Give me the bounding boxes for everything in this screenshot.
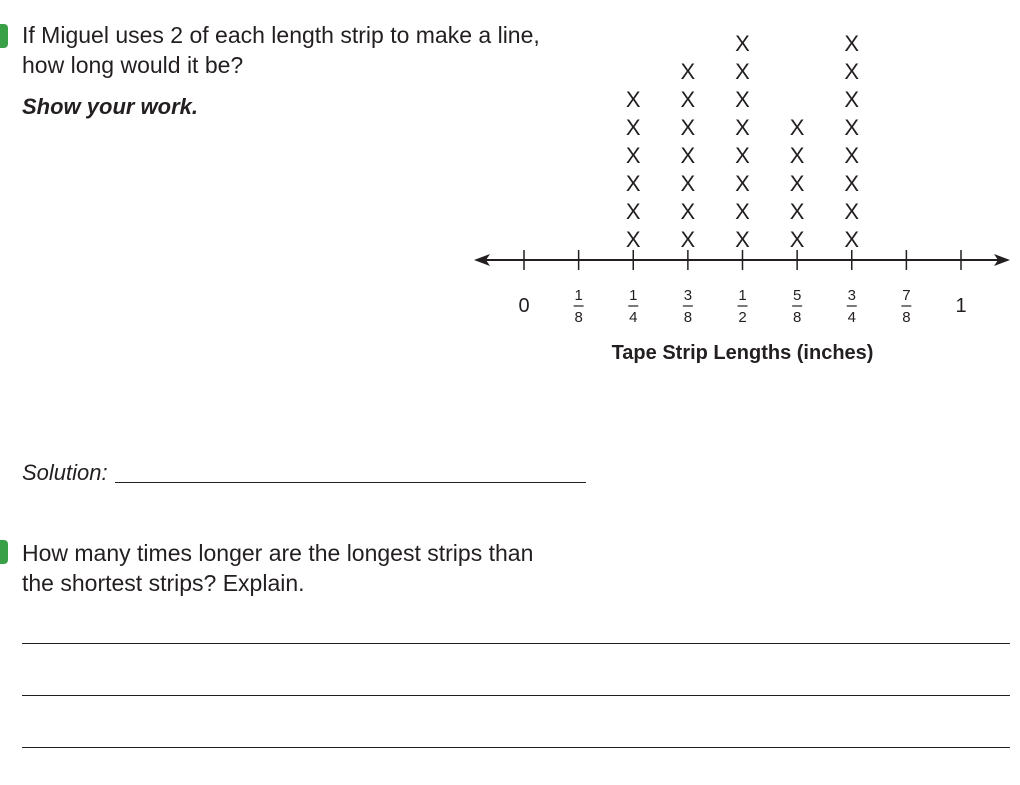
question-1-line-1: If Miguel uses 2 of each length strip to make a line, <box>22 22 540 48</box>
x-axis-label: Tape Strip Lengths (inches) <box>611 342 874 364</box>
question-2-marker <box>0 540 8 564</box>
tick-numerator-6: 3 <box>847 287 856 304</box>
tick-denominator-6: 4 <box>847 309 856 326</box>
x-mark-3-3: X <box>789 143 805 168</box>
tick-numerator-5: 5 <box>792 287 802 304</box>
show-your-work: Show your work. <box>22 94 199 119</box>
x-mark-2-1: X <box>735 199 750 224</box>
x-mark-1-5: X <box>680 87 696 112</box>
x-mark-0-4: X <box>625 115 641 140</box>
line-plot <box>460 10 1015 375</box>
x-mark-1-3: X <box>680 143 696 168</box>
tick-label-0: 0 <box>518 295 530 317</box>
tick-numerator-3: 3 <box>683 287 693 304</box>
x-mark-1-0: X <box>680 227 696 252</box>
tick-denominator-3: 8 <box>683 309 693 326</box>
x-mark-2-4: X <box>735 115 750 140</box>
x-mark-2-5: X <box>735 87 750 112</box>
x-mark-2-7: X <box>735 31 750 56</box>
answer-line-3[interactable] <box>22 747 1010 748</box>
x-mark-4-7: X <box>844 31 860 56</box>
tick-numerator-4: 1 <box>738 287 747 304</box>
tick-denominator-5: 8 <box>792 309 802 326</box>
x-mark-4-4: X <box>844 115 860 140</box>
tick-denominator-1: 8 <box>574 309 583 326</box>
solution-label: Solution: <box>22 460 108 485</box>
x-mark-4-6: X <box>844 59 860 84</box>
x-mark-3-4: X <box>789 115 805 140</box>
tick-denominator-7: 8 <box>902 309 911 326</box>
tick-denominator-2: 4 <box>629 309 638 326</box>
x-mark-2-0: X <box>735 227 750 252</box>
question-2-line-1: How many times longer are the longest strips than <box>22 540 534 566</box>
question-2-line-2: the shortest strips? Explain. <box>22 570 305 596</box>
x-mark-4-0: X <box>844 227 860 252</box>
x-mark-4-3: X <box>844 143 860 168</box>
x-mark-2-6: X <box>735 59 750 84</box>
x-mark-1-4: X <box>680 115 696 140</box>
x-mark-2-3: X <box>735 143 750 168</box>
solution-answer-line[interactable] <box>115 482 586 483</box>
x-mark-0-1: X <box>625 199 641 224</box>
x-mark-1-6: X <box>680 59 696 84</box>
x-mark-2-2: X <box>735 171 750 196</box>
question-1-marker <box>0 24 8 48</box>
answer-line-1[interactable] <box>22 643 1010 644</box>
tick-denominator-4: 2 <box>738 309 747 326</box>
answer-line-2[interactable] <box>22 695 1010 696</box>
x-mark-0-5: X <box>625 87 641 112</box>
x-mark-3-0: X <box>789 227 805 252</box>
x-mark-4-1: X <box>844 199 860 224</box>
x-mark-1-1: X <box>680 199 696 224</box>
tick-numerator-2: 1 <box>629 287 638 304</box>
tick-numerator-1: 1 <box>574 287 583 304</box>
question-1-line-2: how long would it be? <box>22 52 244 78</box>
tick-numerator-7: 7 <box>902 287 911 304</box>
x-mark-3-1: X <box>789 199 805 224</box>
x-mark-4-5: X <box>844 87 860 112</box>
tick-label-8: 1 <box>955 295 967 317</box>
x-mark-3-2: X <box>789 171 805 196</box>
x-mark-1-2: X <box>680 171 696 196</box>
question-2-text <box>22 538 533 598</box>
x-mark-0-2: X <box>625 171 641 196</box>
x-mark-0-0: X <box>625 227 641 252</box>
x-mark-4-2: X <box>844 171 860 196</box>
x-mark-0-3: X <box>625 143 641 168</box>
